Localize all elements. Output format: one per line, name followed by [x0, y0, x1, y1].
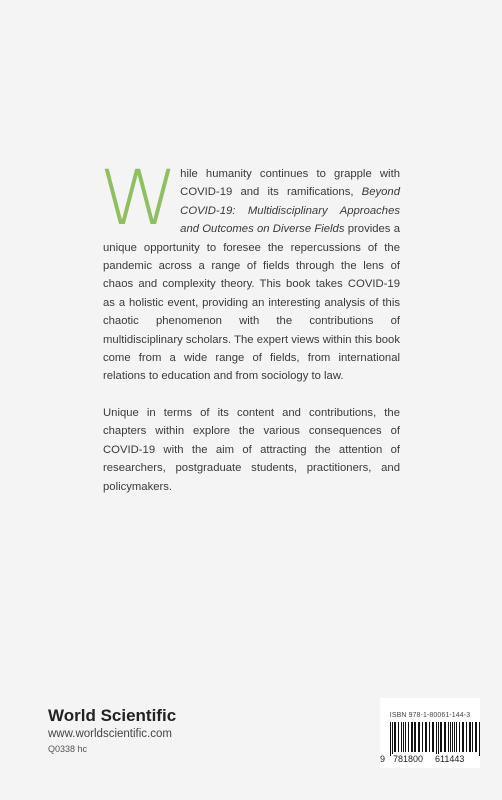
barcode-guard-bar: [390, 722, 391, 756]
barcode-bar: [448, 722, 449, 752]
publisher-block: [48, 706, 176, 756]
barcode-bar: [425, 722, 427, 752]
barcode-bar: [456, 722, 457, 752]
publisher-name: World Scientific: [48, 706, 177, 725]
barcode-bar: [444, 722, 446, 752]
barcode-bar: [405, 722, 406, 752]
blurb-body-text: provides a unique opportunity to foresee the repercussions of the pandemic across a range of fields through the lens of chaos and complexity theory. This book takes COVID-19 as a holistic event, providing an interesting analysis of this chaotic phenomenon with the contributions of multidisciplinary scholars. The expert views within this book come from a wide range of fields, from international relations to education and from sociology to law.: [103, 223, 400, 383]
barcode-bar: [403, 722, 404, 752]
barcode-digit-first: 9: [380, 754, 386, 764]
barcode-bar: [414, 722, 416, 752]
barcode-digits-left: 781800: [393, 754, 424, 764]
barcode-bar: [462, 722, 464, 752]
barcode-bar: [472, 722, 473, 752]
barcode-bar: [469, 722, 471, 752]
barcode-bar: [459, 722, 460, 752]
isbn-label: ISBN 978-1-80061-144-3: [389, 712, 471, 719]
barcode-digits-right: 611443: [435, 754, 465, 764]
drop-cap: W: [99, 153, 179, 242]
barcode-guard-bar: [479, 722, 480, 756]
book-title-italic: Beyond COVID-19: Multidisciplinary Approaches and Outcomes on Diverse Fields: [180, 186, 400, 236]
barcode-bar: [422, 722, 423, 752]
blurb-paragraph-2: Unique in terms of its content and contributions, the chapters within explore the various consequences of COVID-19 with the aim of attracting the attention of researchers, postgraduate students, practitioners, and policymakers.: [103, 406, 400, 493]
barcode-bar: [452, 722, 453, 752]
barcode-bars: [380, 722, 480, 756]
isbn-barcode: [380, 698, 480, 768]
barcode-digits: [380, 754, 480, 766]
barcode-bar: [408, 722, 409, 752]
barcode-bar: [394, 722, 396, 752]
blurb-lead-text: hile humanity continues to grapple with COVID-19 and its ramifications,: [180, 168, 400, 199]
barcode-guard-bar: [438, 722, 439, 756]
publisher-url: www.worldscientific.com: [48, 728, 172, 740]
barcode-guard-bar: [392, 722, 393, 756]
barcode-bar: [475, 722, 477, 752]
barcode-bar: [418, 722, 420, 752]
product-code: Q0338 hc: [48, 744, 88, 754]
barcode-bar: [450, 722, 451, 752]
barcode-bar: [432, 722, 434, 752]
barcode-guard-bar: [436, 722, 437, 756]
back-cover-blurb: [99, 153, 400, 514]
barcode-bar: [398, 722, 399, 752]
barcode-bar: [429, 722, 430, 752]
barcode-bar: [466, 722, 467, 752]
blurb-paragraph-1: [99, 153, 400, 386]
barcode-bar: [440, 722, 442, 752]
barcode-bar: [401, 722, 402, 752]
barcode-bar: [411, 722, 413, 752]
barcode-bar: [454, 722, 455, 752]
